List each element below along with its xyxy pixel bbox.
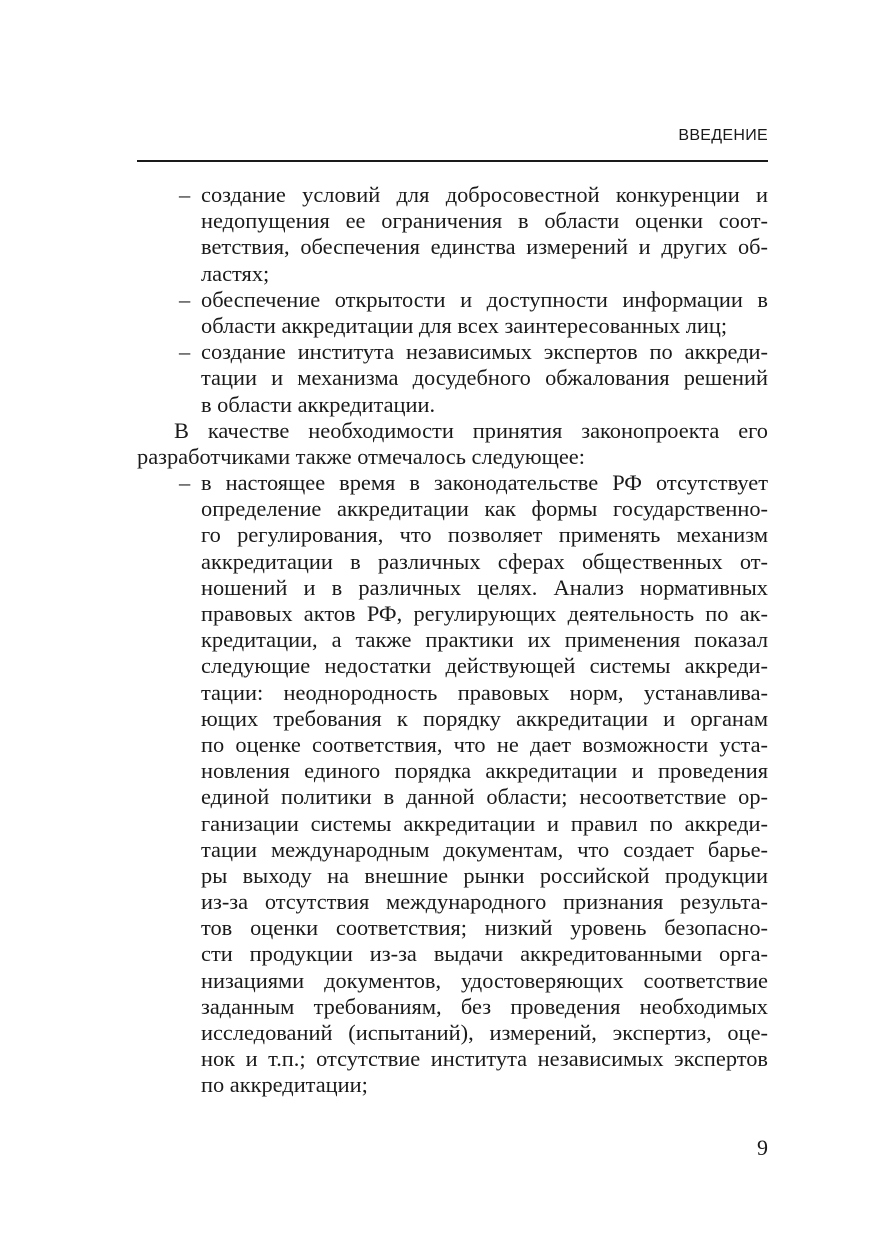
list-item-line: ластях; (201, 260, 270, 286)
list-item-line: недопущения ее ограничения в области оценки соот- (201, 208, 768, 234)
list-item-line: по оценке соответствия, что не дает возможности уста- (201, 731, 768, 757)
list-item (137, 287, 768, 339)
list-item-line: низациями документов, удостоверяющих соответствие (201, 967, 768, 993)
list-item-line: ющих требования к порядку аккредитации и органам (201, 705, 768, 731)
list-item-line: тов оценки соответствия; низкий уровень безопасно- (201, 915, 768, 941)
list-item-line: из-за отсутствия международного признания результа- (201, 889, 768, 915)
list-item-line: тации международным документам, что создает барье- (201, 836, 768, 862)
list-item-line: тации и механизма досудебного обжалования решений (201, 365, 768, 391)
list-item-line: следующие недостатки действующей системы аккреди- (201, 653, 768, 679)
list-item-line: новления единого порядка аккредитации и проведения (201, 758, 768, 784)
dash-bullet: – (179, 182, 191, 207)
list-item-line: го регулирования, что позволяет применять механизм (201, 522, 768, 548)
dash-bullet: – (179, 470, 191, 496)
list-item (137, 339, 768, 418)
dash-bullet: – (179, 339, 191, 365)
list-item-line: заданным требованиям, без проведения необходимых (201, 993, 768, 1019)
list-item-line: кредитации, а также практики их применения показал (201, 627, 768, 653)
list-item-line: нок и т.п.; отсутствие института независимых экспертов (201, 1046, 768, 1072)
list-item-line: исследований (испытаний), измерений, экспертиз, оце- (201, 1020, 768, 1045)
page-number: 9 (757, 1135, 768, 1160)
list-item-line: обеспечение открытости и доступности информации в (201, 286, 768, 312)
list-item-line: определение аккредитации как формы государственно- (201, 496, 768, 522)
list-item-line: создание условий для добросовестной конкуренции и (201, 182, 768, 207)
list-item-line: ганизации системы аккредитации и правил по аккреди- (201, 810, 768, 836)
paragraph (137, 418, 768, 470)
list-item-line: в настоящее время в законодательстве РФ отсутствует (201, 470, 768, 496)
header-rule (137, 160, 768, 162)
list-item-line: в области аккредитации. (201, 391, 436, 417)
body-text (137, 182, 768, 1099)
running-head: ВВЕДЕНИЕ (678, 127, 768, 144)
list-item-line: тации: неоднородность правовых норм, устанавлива- (201, 679, 768, 705)
list-item-line: по аккредитации; (201, 1072, 368, 1098)
list-item-line: правовых актов РФ, регулирующих деятельность по ак- (201, 601, 768, 626)
list-item-line: области аккредитации для всех заинтересованных лиц; (201, 312, 728, 338)
list-item-line: создание института независимых экспертов по аккреди- (201, 339, 768, 365)
dash-bullet: – (179, 286, 191, 312)
list-item (137, 182, 768, 287)
paragraph-line: разработчиками также отмечалось следующее: (137, 443, 585, 469)
list-item (137, 470, 768, 1099)
paragraph-line: В качестве необходимости принятия законопроекта его (174, 417, 768, 443)
list-item-line: ры выходу на внешние рынки российской продукции (201, 862, 768, 888)
list-item-line: сти продукции из-за выдачи аккредитованными орга- (201, 941, 768, 967)
list-item-line: аккредитации в различных сферах общественных от- (201, 548, 768, 574)
list-item-line: ветствия, обеспечения единства измерений и других об- (201, 234, 768, 260)
list-item-line: ношений и в различных целях. Анализ нормативных (201, 574, 768, 600)
list-item-line: единой политики в данной области; несоответствие ор- (201, 784, 768, 810)
